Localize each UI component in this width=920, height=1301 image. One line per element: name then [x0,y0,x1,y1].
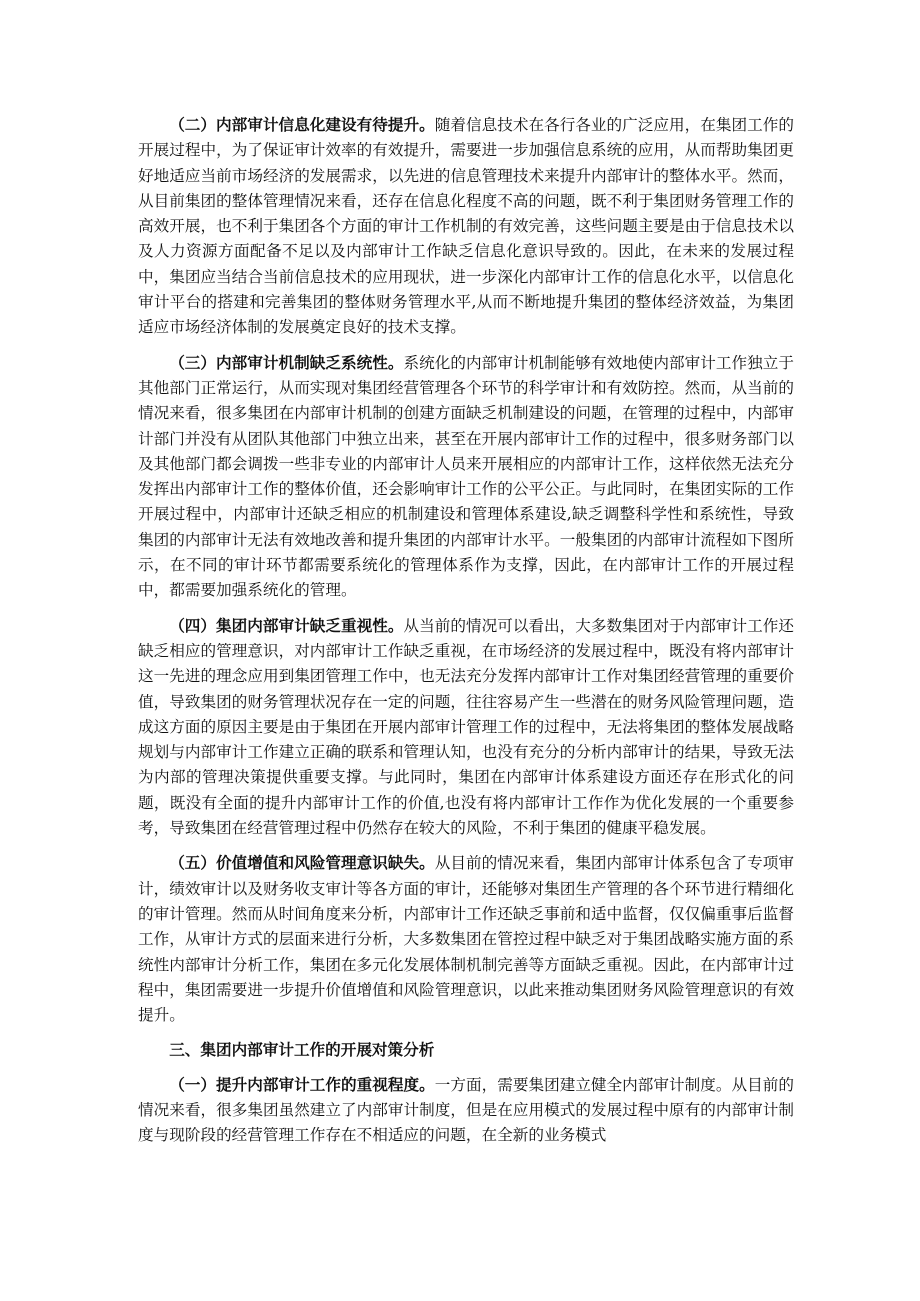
paragraph-audit-mechanism [138,350,794,604]
section-heading: 三、集团内部审计工作的开展对策分析 [169,1040,435,1060]
paragraph-improve-attention [138,1072,794,1149]
paragraph-lead: （一）提升内部审计工作的重视程度。 [169,1074,435,1094]
document-page [138,112,794,1158]
paragraph-lead: （五）价值增值和风险管理意识缺失。 [169,853,435,873]
paragraph-audit-attention [138,613,794,842]
paragraph-lead: （三）内部审计机制缺乏系统性。 [169,352,404,372]
paragraph-it-informatization [138,112,794,341]
paragraph-body: 随着信息技术在各行各业的广泛应用，在集团工作的开展过程中，为了保证审计效率的有效提升，需要进一步加强信息系统的应用，从而帮助集团更好地适应当前市场经济的发展需求，以先进的信息管理技术来提升内部审计的整体水平。然而，从目前集团的整体管理情况来看，还存在信息化程度不高的问题，既不利于集团财务管理工作的高效开展，也不利于集团各个方面的审计工作机制的有效完善，这些问题主要是由于信息技术以及人力资源方面配备不足以及内部审计工作缺乏信息化意识导致的。因此，在未来的发展过程中，集团应当结合当前信息技术的应用现状，进一步深化内部审计工作的信息化水平，以信息化审计平台的搭建和完善集团的整体财务管理水平,从而不断地提升集团的整体经济效益，为集团适应市场经济体制的发展奠定良好的技术支撑。 [138,116,794,337]
paragraph-body: 系统化的内部审计机制能够有效地使内部审计工作独立于其他部门正常运行，从而实现对集团经营管理各个环节的科学审计和有效防控。然而，从当前的情况来看，很多集团在内部审计机制的创建方面缺乏机制建设的问题，在管理的过程中，内部审计部门并没有从团队其他部门中独立出来，甚至在开展内部审计工作的过程中，很多财务部门以及其他部门都会调拨一些非专业的内部审计人员来开展相应的内部审计工作，这样依然无法充分发挥出内部审计工作的整体价值，还会影响审计工作的公平公正。与此同时，在集团实际的工作开展过程中，内部审计还缺乏相应的机制建设和管理体系建设,缺乏调整科学性和系统性，导致集团的内部审计无法有效地改善和提升集团的内部审计水平。一般集团的内部审计流程如下图所示，在不同的审计环节都需要系统化的管理体系作为支撑，因此，在内部审计工作的开展过程中，都需要加强系统化的管理。 [138,353,794,600]
paragraph-body: 从目前的情况来看，集团内部审计体系包含了专项审计，绩效审计以及财务收支审计等各方面的审计，还能够对集团生产管理的各个环节进行精细化的审计管理。然而从时间角度来分析，内部审计工作还缺乏事前和适中监督，仅仅偏重事后监督工作，从审计方式的层面来进行分析，大多数集团在管控过程中缺乏对于集团战略实施方面的系统性内部审计分析工作，集团在多元化发展体制机制完善等方面缺乏重视。因此，在内部审计过程中，集团需要进一步提升价值增值和风险管理意识，以此来推动集团财务风险管理意识的有效提升。 [138,854,794,1025]
paragraph-lead: （四）集团内部审计缺乏重视性。 [169,615,404,635]
paragraph-body: 一方面，需要集团建立健全内部审计制度。从目前的情况来看，很多集团虽然建立了内部审计制度，但是在应用模式的发展过程中原有的内部审计制度与现阶段的经营管理工作存在不相适应的问题，在全新的业务模式 [138,1075,794,1145]
paragraph-body: 从当前的情况可以看出，大多数集团对于内部审计工作还缺乏相应的管理意识，对内部审计工作缺乏重视，在市场经济的发展过程中，既没有将内部审计这一先进的理念应用到集团管理工作中，也无法充分发挥内部审计工作对集团经营管理的重要价值，导致集团的财务管理状况存在一定的问题，往往容易产生一些潜在的财务风险管理问题，造成这方面的原因主要是由于集团在开展内部审计管理工作的过程中，无法将集团的整体发展战略规划与内部审计工作建立正确的联系和管理认知，也没有充分的分析内部审计的结果，导致无法为内部的管理决策提供重要支撑。与此同时，集团在内部审计体系建设方面还存在形式化的问题，既没有全面的提升内部审计工作的价值,也没有将内部审计工作作为优化发展的一个重要参考，导致集团在经营管理过程中仍然存在较大的风险，不利于集团的健康平稳发展。 [138,616,794,838]
paragraph-value-risk [138,850,794,1028]
paragraph-lead: （二）内部审计信息化建设有待提升。 [169,115,435,134]
